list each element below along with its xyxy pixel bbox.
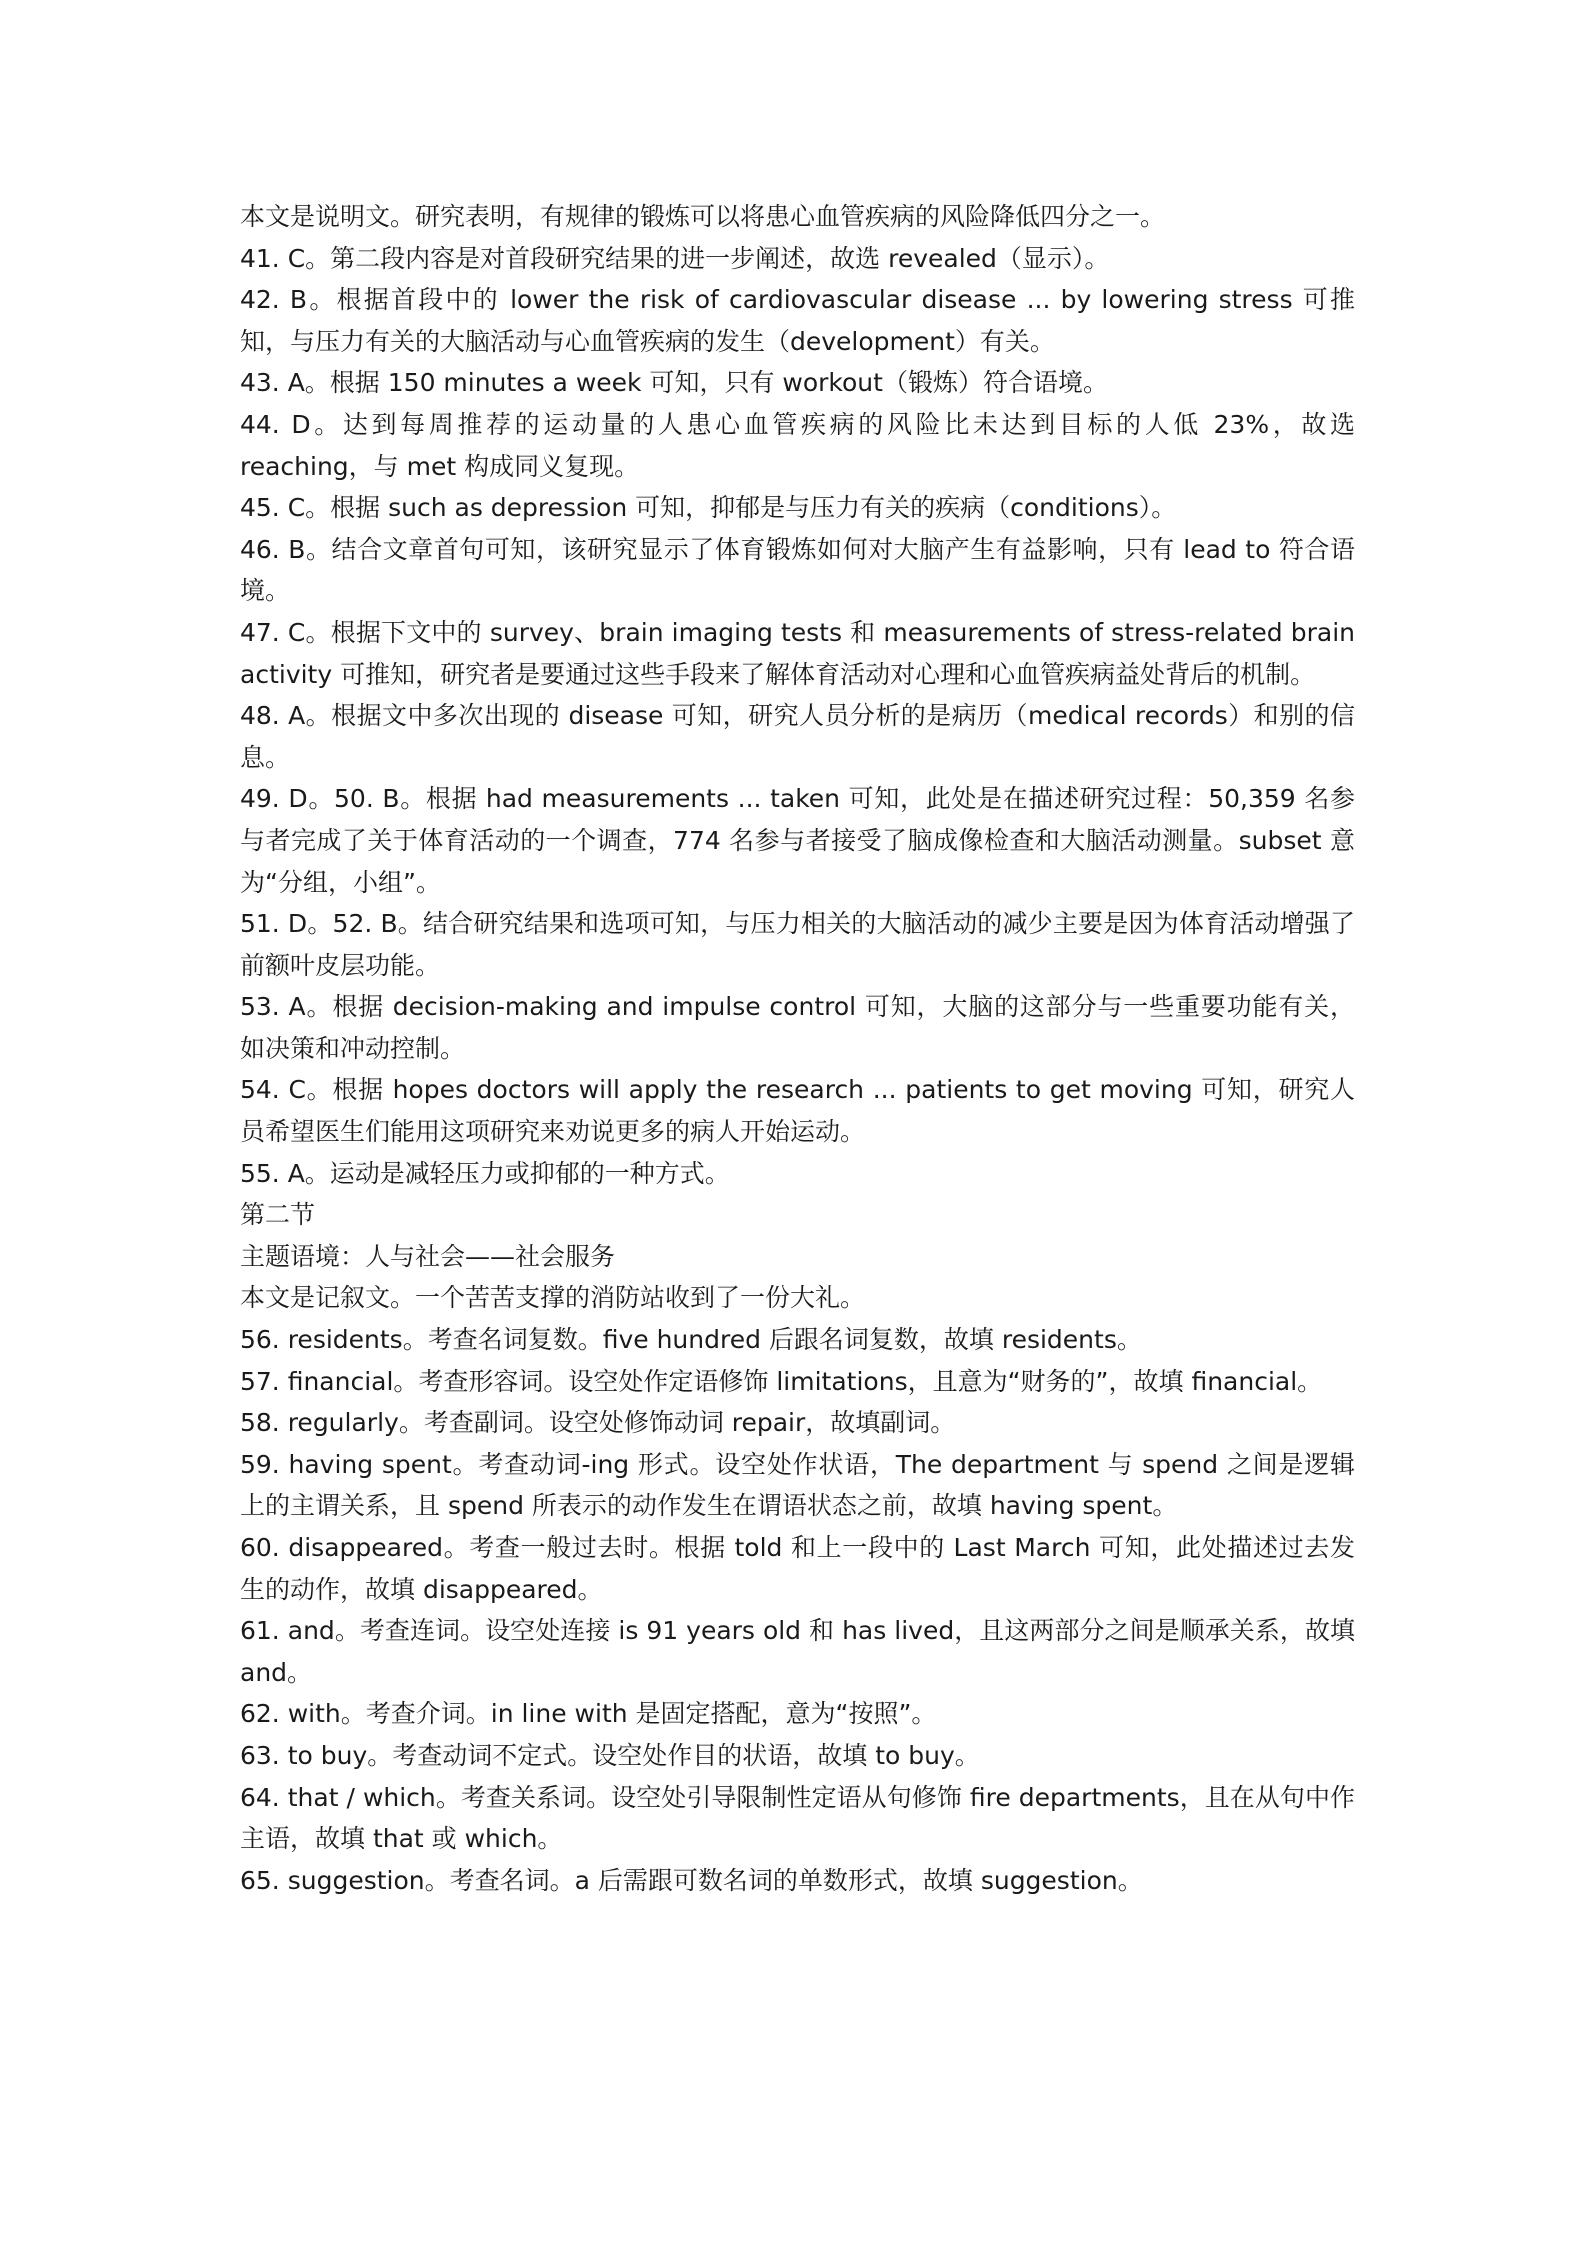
topic-context: 主题语境：人与社会——社会服务 bbox=[240, 1241, 616, 1271]
answer-41: 41. C。第二段内容是对首段研究结果的进一步阐述，故选 revealed（显示）。 bbox=[240, 243, 1110, 273]
answer-49-50: 49. D。50. B。根据 had measurements ... taken 可知，此处是在描述研究过程：50,359 名参与者完成了关于体育活动的一个调查，774 名参与者接受了脑成像检查和大脑活动测量。subset 意为“分组，小组”。 bbox=[240, 784, 1355, 897]
answer-57: 57. financial。考查形容词。设空处作定语修饰 limitations，且意为“财务的”，故填 financial。 bbox=[240, 1366, 1323, 1396]
answer-45: 45. C。根据 such as depression 可知，抑郁是与压力有关的疾病（conditions）。 bbox=[240, 493, 1177, 523]
passage-summary-2: 本文是记叙文。一个苦苦支撑的消防站收到了一份大礼。 bbox=[240, 1283, 866, 1313]
answer-51-52: 51. D。52. B。结合研究结果和选项可知，与压力相关的大脑活动的减少主要是因为体育活动增强了前额叶皮层功能。 bbox=[240, 909, 1355, 980]
answer-59: 59. having spent。考查动词-ing 形式。设空处作状语，The department 与 spend 之间是逻辑上的主谓关系，且 spend 所表示的动作发生在谓语状态之前，故填 having spent。 bbox=[240, 1449, 1355, 1521]
answer-42: 42. B。根据首段中的 lower the risk of cardiovascular disease ... by lowering stress 可推知，与压力有关的大脑活动与心血管疾病的发生（development）有关。 bbox=[240, 285, 1355, 356]
answer-48: 48. A。根据文中多次出现的 disease 可知，研究人员分析的是病历（medical records）和别的信息。 bbox=[240, 701, 1355, 772]
answer-46: 46. B。结合文章首句可知，该研究显示了体育锻炼如何对大脑产生有益影响，只有 lead to 符合语境。 bbox=[240, 534, 1355, 606]
answer-56: 56. residents。考查名词复数。five hundred 后跟名词复数，故填 residents。 bbox=[240, 1325, 1142, 1355]
answer-53: 53. A。根据 decision-making and impulse control 可知，大脑的这部分与一些重要功能有关，如决策和冲动控制。 bbox=[240, 992, 1355, 1063]
answer-55: 55. A。运动是减轻压力或抑郁的一种方式。 bbox=[240, 1158, 730, 1188]
answer-61: 61. and。考查连词。设空处连接 is 91 years old 和 has lived，且这两部分之间是顺承关系，故填 and。 bbox=[240, 1616, 1355, 1687]
passage-summary: 本文是说明文。研究表明，有规律的锻炼可以将患心血管疾病的风险降低四分之一。 bbox=[240, 202, 1166, 231]
answer-47: 47. C。根据下文中的 survey、brain imaging tests 和 measurements of stress-related brain activity 可推知，研究者是要通过这些手段来了解体育活动对心理和心血管疾病益处背后的机制。 bbox=[240, 617, 1355, 689]
section-heading: 第二节 bbox=[240, 1200, 316, 1230]
answer-64: 64. that / which。考查关系词。设空处引导限制性定语从句修饰 fire departments，且在从句中作主语，故填 that 或 which。 bbox=[240, 1782, 1355, 1854]
answer-63: 63. to buy。考查动词不定式。设空处作目的状语，故填 to buy。 bbox=[240, 1740, 980, 1770]
answer-62: 62. with。考查介词。in line with 是固定搭配，意为“按照”。 bbox=[240, 1699, 937, 1729]
answer-explanations bbox=[240, 196, 1355, 1901]
answer-60: 60. disappeared。考查一般过去时。根据 told 和上一段中的 Last March 可知，此处描述过去发生的动作，故填 disappeared。 bbox=[240, 1533, 1355, 1604]
answer-44: 44. D。达到每周推荐的运动量的人患心血管疾病的风险比未达到目标的人低 23%，故选 reaching，与 met 构成同义复现。 bbox=[240, 409, 1355, 481]
answer-58: 58. regularly。考查副词。设空处修饰动词 repair，故填副词。 bbox=[240, 1408, 956, 1438]
answer-65: 65. suggestion。考查名词。a 后需跟可数名词的单数形式，故填 suggestion。 bbox=[240, 1865, 1143, 1895]
answer-54: 54. C。根据 hopes doctors will apply the research ... patients to get moving 可知，研究人员希望医生们能用这项研究来劝说更多的病人开始运动。 bbox=[240, 1075, 1355, 1147]
answer-43: 43. A。根据 150 minutes a week 可知，只有 workout（锻炼）符合语境。 bbox=[240, 368, 1108, 398]
